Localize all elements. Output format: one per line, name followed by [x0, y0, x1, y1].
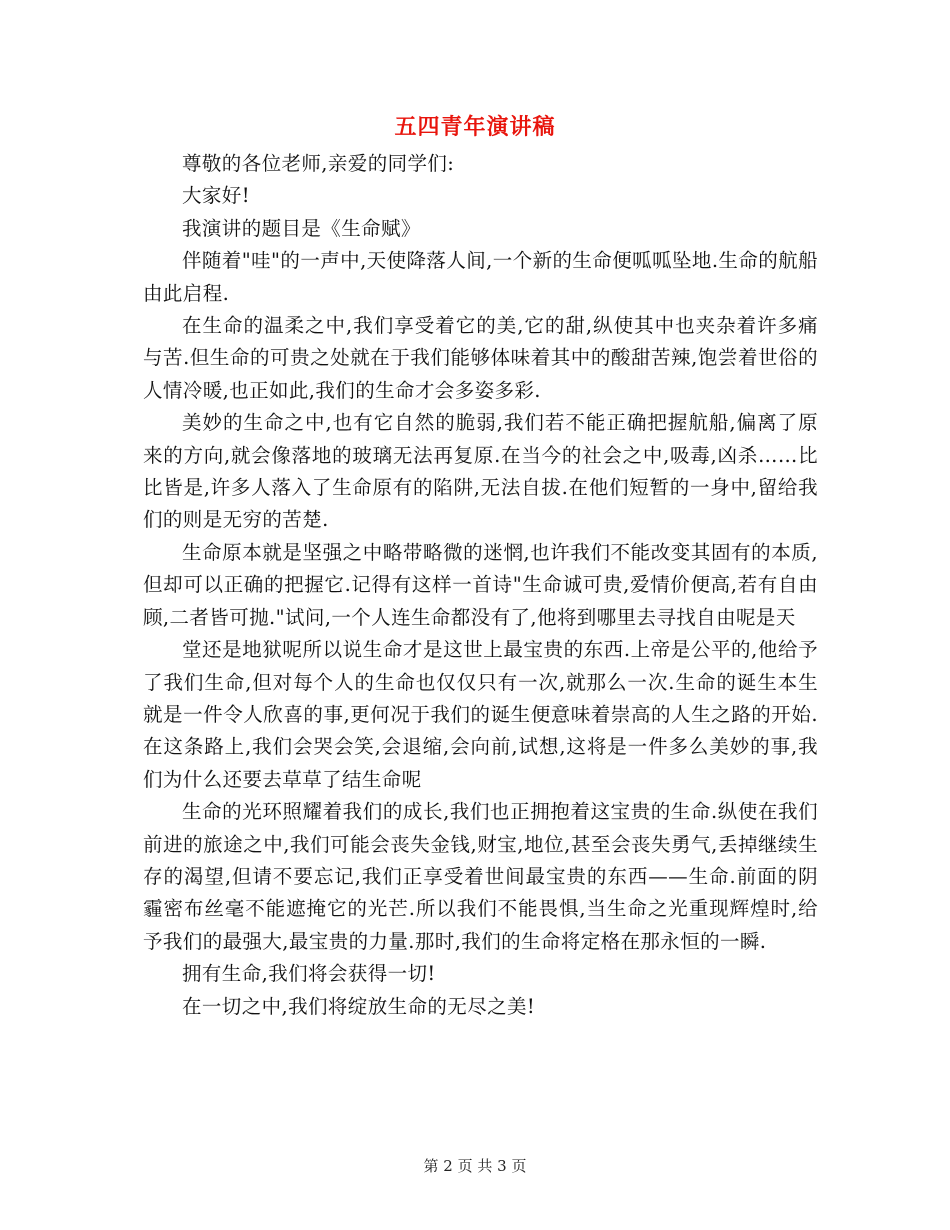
- paragraph-heaven: 堂还是地狱呢所以说生命才是这世上最宝贵的东西.上帝是公平的,他给予了我们生命,但对每个人的生命也仅仅只有一次,就那么一次.生命的诞生本生就是一件令人欣喜的事,更何况于我们的诞生便意味着崇高的人生之路的开始.在这条路上,我们会哭会笑,会退缩,会向前,试想,这将是一件多么美妙的事,我们为什么还要去草草了结生命呢: [143, 638, 818, 791]
- paragraph-birth: 伴随着"哇"的一声中,天使降落人间,一个新的生命便呱呱坠地.生命的航船由此启程.: [143, 249, 818, 305]
- paragraph-strength: 生命原本就是坚强之中略带略微的迷惘,也许我们不能改变其固有的本质,但却可以正确的把握它.记得有这样一首诗"生命诚可贵,爱情价便高,若有自由顾,二者皆可抛."试问,一个人连生命都没有了,他将到哪里去寻找自由呢是天: [143, 540, 818, 629]
- paragraph-own-life: 拥有生命,我们将会获得一切!: [182, 962, 436, 986]
- paragraph-halo: 生命的光环照耀着我们的成长,我们也正拥抱着这宝贵的生命.纵使在我们前进的旅途之中,我们可能会丧失金钱,财宝,地位,甚至会丧失勇气,丢掉继续生存的渴望,但请不要忘记,我们正享受着世间最宝贵的东西——生命.前面的阴霾密布丝毫不能遮掩它的光芒.所以我们不能畏惧,当生命之光重现辉煌时,给予我们的最强大,最宝贵的力量.那时,我们的生命将定格在那永恒的一瞬.: [143, 800, 818, 953]
- paragraph-gentleness: 在生命的温柔之中,我们享受着它的美,它的甜,纵使其中也夹杂着许多痛与苦.但生命的可贵之处就在于我们能够体味着其中的酸甜苦辣,饱尝着世俗的人情冷暖,也正如此,我们的生命才会多姿多彩.: [143, 314, 818, 402]
- page-title: 五四青年演讲稿: [394, 115, 556, 140]
- paragraph-greeting: 尊敬的各位老师,亲爱的同学们:: [182, 152, 455, 175]
- page-number-footer: 第 2 页 共 3 页: [423, 1157, 527, 1175]
- paragraph-bloom: 在一切之中,我们将绽放生命的无尽之美!: [182, 994, 536, 1018]
- speech-body: [143, 148, 818, 1023]
- paragraph-hello: 大家好!: [182, 184, 250, 208]
- paragraph-fragility: 美妙的生命之中,也有它自然的脆弱,我们若不能正确把握航船,偏离了原来的方向,就会像落地的玻璃无法再复原.在当今的社会之中,吸毒,凶杀……比比皆是,许多人落入了生命原有的陷阱,无法自拔.在他们短暂的一身中,留给我们的则是无穷的苦楚.: [143, 411, 818, 532]
- paragraph-topic: 我演讲的题目是《生命赋》: [182, 216, 421, 240]
